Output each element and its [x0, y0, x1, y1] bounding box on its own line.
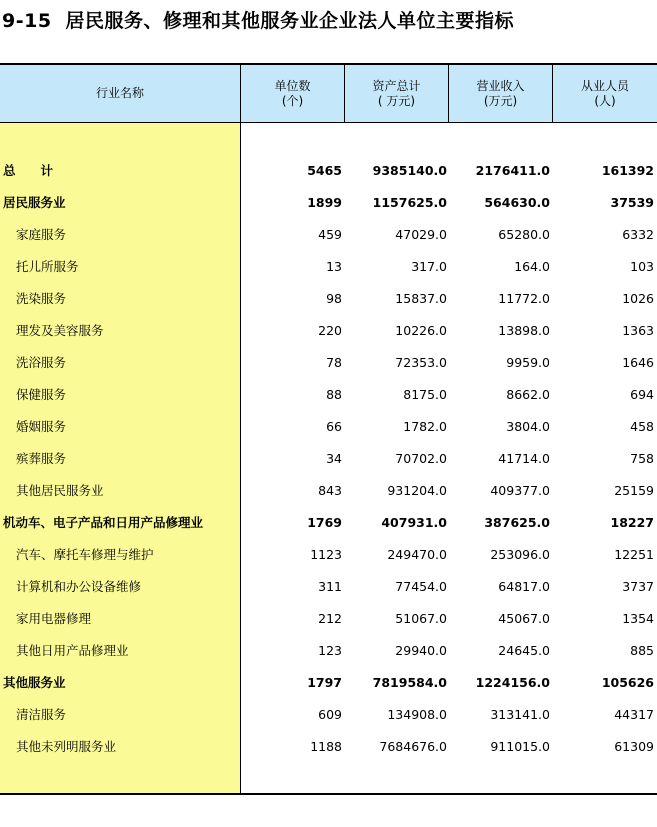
row-name: 其他服务业: [3, 675, 66, 690]
cell-assets: 70702.0: [395, 451, 447, 466]
cell-employees: 885: [630, 643, 654, 658]
header-industry-name: [0, 65, 240, 122]
header-bottom-rule: [0, 122, 657, 123]
table-row: [0, 667, 657, 699]
cell-units: 311: [318, 579, 342, 594]
cell-employees: 61309: [614, 739, 654, 754]
cell-units: 212: [318, 611, 342, 626]
table-row: [0, 571, 657, 603]
cell-units: 1769: [307, 515, 342, 530]
cell-revenue: 164.0: [514, 259, 550, 274]
cell-assets: 1157625.0: [372, 195, 447, 210]
cell-revenue: 65280.0: [498, 227, 550, 242]
table-bottom-rule: [0, 793, 657, 795]
cell-assets: 10226.0: [395, 323, 447, 338]
row-name: 机动车、电子产品和日用产品修理业: [3, 515, 204, 530]
cell-revenue: 2176411.0: [475, 163, 550, 178]
cell-assets: 931204.0: [387, 483, 447, 498]
cell-employees: 18227: [610, 515, 654, 530]
cell-revenue: 8662.0: [506, 387, 550, 402]
cell-employees: 1354: [622, 611, 654, 626]
table-row: [0, 443, 657, 475]
cell-assets: 249470.0: [387, 547, 447, 562]
cell-revenue: 253096.0: [490, 547, 550, 562]
row-name: 洗浴服务: [16, 355, 67, 370]
cell-revenue: 64817.0: [498, 579, 550, 594]
cell-employees: 1026: [622, 291, 654, 306]
cell-employees: 161392: [601, 163, 654, 178]
cell-revenue: 3804.0: [506, 419, 550, 434]
table-row: [0, 187, 657, 219]
cell-revenue: 313141.0: [490, 707, 550, 722]
header-assets-line2: ( 万元): [377, 93, 416, 108]
cell-assets: 29940.0: [395, 643, 447, 658]
table-row: [0, 731, 657, 763]
cell-revenue: 11772.0: [498, 291, 550, 306]
cell-assets: 317.0: [411, 259, 447, 274]
row-name: 婚姻服务: [16, 419, 67, 434]
header-employees: [553, 65, 657, 122]
header-name-label: 行业名称: [95, 86, 144, 100]
cell-assets: 1782.0: [403, 419, 447, 434]
header-revenue: [449, 65, 552, 122]
row-name: 保健服务: [16, 387, 67, 402]
table-row: [0, 283, 657, 315]
header-assets: [345, 65, 448, 122]
table-number: 9-15: [2, 10, 52, 32]
cell-employees: 1646: [622, 355, 654, 370]
row-name: 洗染服务: [16, 291, 67, 306]
table-row: [0, 699, 657, 731]
cell-units: 98: [326, 291, 342, 306]
cell-units: 123: [318, 643, 342, 658]
cell-assets: 7819584.0: [372, 675, 447, 690]
cell-revenue: 9959.0: [506, 355, 550, 370]
row-name: 居民服务业: [3, 195, 66, 210]
cell-assets: 15837.0: [395, 291, 447, 306]
cell-revenue: 564630.0: [484, 195, 550, 210]
cell-units: 843: [318, 483, 342, 498]
table-row: [0, 251, 657, 283]
row-name: 其他日用产品修理业: [16, 643, 129, 658]
header-units-line1: 单位数: [274, 78, 311, 93]
row-name: 理发及美容服务: [16, 323, 104, 338]
header-revenue-line1: 营业收入: [476, 78, 525, 93]
table-row: [0, 635, 657, 667]
cell-units: 609: [318, 707, 342, 722]
cell-employees: 103: [630, 259, 654, 274]
header-employees-line1: 从业人员: [580, 78, 629, 93]
cell-assets: 51067.0: [395, 611, 447, 626]
cell-employees: 694: [630, 387, 654, 402]
header-assets-line1: 资产总计: [372, 78, 421, 93]
cell-employees: 3737: [622, 579, 654, 594]
table-row: [0, 603, 657, 635]
cell-units: 66: [326, 419, 342, 434]
cell-units: 78: [326, 355, 342, 370]
cell-revenue: 911015.0: [490, 739, 550, 754]
cell-employees: 37539: [610, 195, 654, 210]
table-row: [0, 315, 657, 347]
cell-employees: 6332: [622, 227, 654, 242]
row-name: 总 计: [3, 163, 54, 178]
cell-assets: 77454.0: [395, 579, 447, 594]
cell-revenue: 45067.0: [498, 611, 550, 626]
cell-revenue: 1224156.0: [475, 675, 550, 690]
row-name: 托儿所服务: [16, 259, 79, 274]
table-row: [0, 219, 657, 251]
cell-employees: 758: [630, 451, 654, 466]
header-employees-line2: (人): [594, 93, 616, 108]
table-row: [0, 475, 657, 507]
cell-assets: 7684676.0: [379, 739, 447, 754]
table-row: [0, 347, 657, 379]
cell-units: 5465: [307, 163, 342, 178]
cell-units: 1797: [307, 675, 342, 690]
cell-revenue: 13898.0: [498, 323, 550, 338]
cell-revenue: 41714.0: [498, 451, 550, 466]
table-row-total: [0, 155, 657, 187]
cell-revenue: 387625.0: [484, 515, 550, 530]
header-units: [241, 65, 344, 122]
cell-employees: 458: [630, 419, 654, 434]
page-title: [2, 6, 514, 33]
cell-units: 459: [318, 227, 342, 242]
row-name: 其他居民服务业: [16, 483, 104, 498]
row-name: 计算机和办公设备维修: [16, 579, 142, 594]
cell-units: 1123: [310, 547, 342, 562]
cell-employees: 105626: [601, 675, 654, 690]
cell-assets: 8175.0: [403, 387, 447, 402]
cell-assets: 9385140.0: [372, 163, 447, 178]
table-row: [0, 411, 657, 443]
row-name: 汽车、摩托车修理与维护: [16, 547, 154, 562]
cell-employees: 12251: [614, 547, 654, 562]
cell-employees: 44317: [614, 707, 654, 722]
cell-assets: 407931.0: [381, 515, 447, 530]
table-row: [0, 379, 657, 411]
cell-employees: 1363: [622, 323, 654, 338]
row-name: 家庭服务: [16, 227, 67, 242]
row-name: 清洁服务: [16, 707, 67, 722]
table-row: [0, 507, 657, 539]
cell-units: 1899: [307, 195, 342, 210]
cell-assets: 47029.0: [395, 227, 447, 242]
cell-assets: 72353.0: [395, 355, 447, 370]
cell-employees: 25159: [614, 483, 654, 498]
row-name: 家用电器修理: [16, 611, 92, 626]
table-title: 居民服务、修理和其他服务业企业法人单位主要指标: [65, 10, 515, 32]
cell-revenue: 409377.0: [490, 483, 550, 498]
row-name: 殡葬服务: [16, 451, 67, 466]
cell-units: 13: [326, 259, 342, 274]
cell-units: 1188: [310, 739, 342, 754]
cell-units: 34: [326, 451, 342, 466]
header-units-line2: (个): [281, 93, 304, 108]
cell-assets: 134908.0: [387, 707, 447, 722]
cell-revenue: 24645.0: [498, 643, 550, 658]
table-row: [0, 539, 657, 571]
cell-units: 88: [326, 387, 342, 402]
header-revenue-line2: (万元): [483, 93, 518, 108]
row-name: 其他未列明服务业: [16, 739, 117, 754]
cell-units: 220: [318, 323, 342, 338]
